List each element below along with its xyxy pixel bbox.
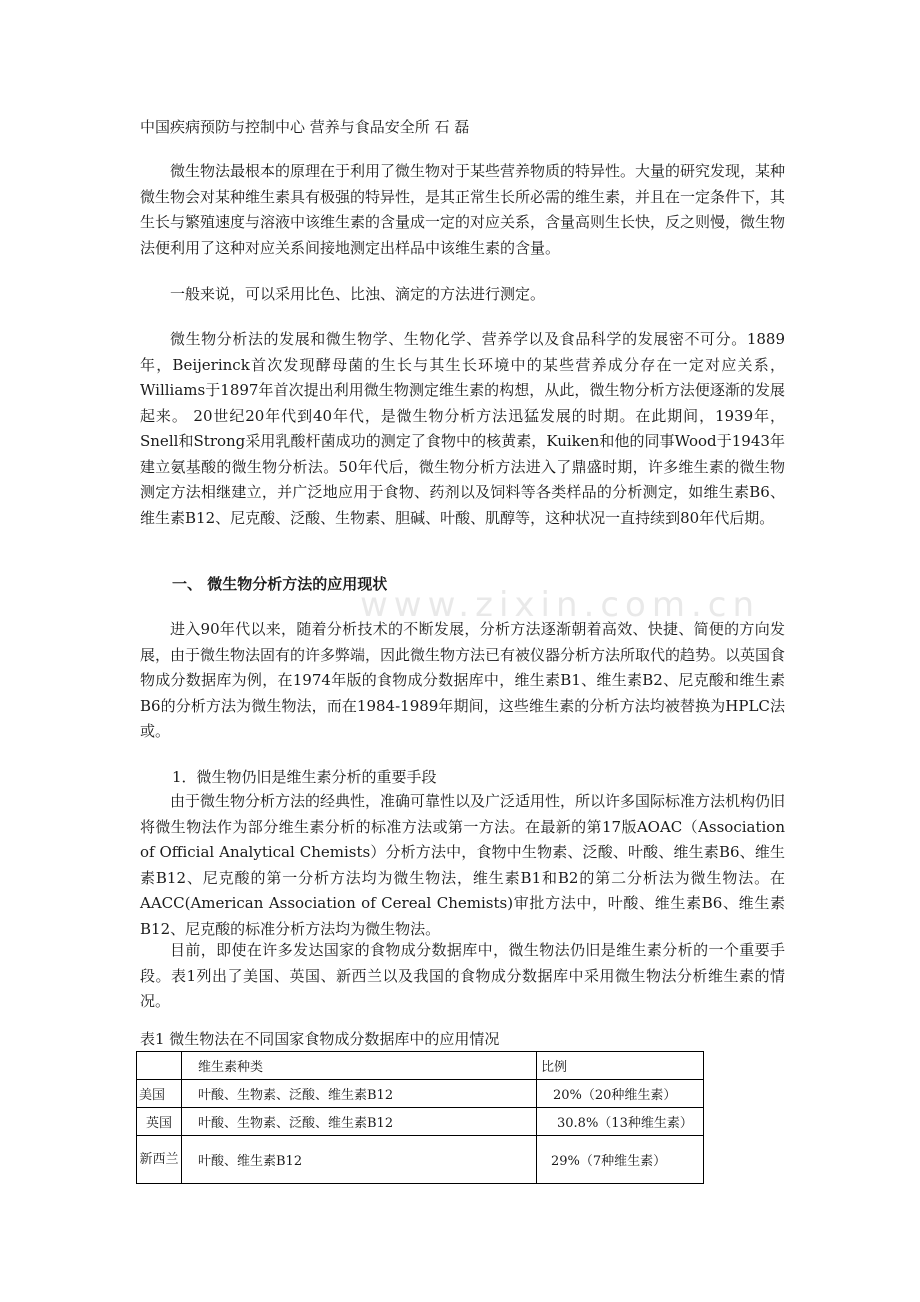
ratio-cell: 29%（7种维生素）: [537, 1136, 704, 1184]
country-cell: 新西兰: [137, 1136, 182, 1184]
paragraph-current-status: 进入90年代以来，随着分析技术的不断发展，分析方法逐渐朝着高效、快捷、简便的方向发展，由于微生物法固有的许多弊端，因此微生物方法已有被仪器分析方法所取代的趋势。以英国食物成分数据库为例，在1974年版的食物成分数据库中，维生素B1、维生素B2、尼克酸和维生素B6的分析方法为微生物法，而在1984-1989年期间，这些维生素的分析方法均被替换为HPLC法或。: [140, 620, 786, 740]
header-cell: [137, 1052, 182, 1080]
paragraph-history: 微生物分析法的发展和微生物学、生物化学、营养学以及食品科学的发展密不可分。1889年，Beijerinck首次发现酵母菌的生长与其生长环境中的某些营养成分存在一定对应关系，Williams于1897年首次提出利用微生物测定维生素的构想，从此，微生物分析方法便逐渐的发展起来。 20世纪20年代到40年代，是微生物分析方法迅猛发展的时期。在此期间，1939年，Snell和Strong采用乳酸杆菌成功的测定了食物中的核黄素，Kuiken和他的同事Wood于1943年建立氨基酸的微生物分析法。50年代后，微生物分析方法进入了鼎盛时期，许多维生素的微生物测定方法相继建立，并广泛地应用于食物、药剂以及饲料等各类样品的分析测定，如维生素B6、维生素B12、尼克酸、泛酸、生物素、胆碱、叶酸、肌醇等，这种状况一直持续到80年代后期。: [140, 330, 785, 527]
ratio-cell: 30.8%（13种维生素）: [537, 1108, 704, 1136]
paragraph-standards: 由于微生物分析方法的经典性，准确可靠性以及广泛适用性，所以许多国际标准方法机构仍旧将微生物法作为部分维生素分析的标准方法或第一方法。在最新的第17版AOAC（Association of Official Analytical Chemists）分析方法中，食物中生物素、泛酸、叶酸、维生素B6、维生素B12、尼克酸的第一分析方法均为微生物法，维生素B1和B2的第二分析法为微生物法。在AACC(American Association of Cereal Chemists)审批方法中，叶酸、维生素B6、维生素B12、尼克酸的标准分析方法均为微生物法。: [140, 792, 786, 938]
table-row: [137, 1080, 704, 1108]
country-cell: 美国: [137, 1080, 182, 1108]
header-cell: 维生素种类: [182, 1052, 537, 1080]
paragraph-methods: 一般来说，可以采用比色、比浊、滴定的方法进行测定。: [170, 285, 546, 303]
data-table: [136, 1051, 704, 1184]
vitamins-cell: 叶酸、维生素B12: [182, 1136, 537, 1184]
country-cell: 英国: [137, 1108, 182, 1136]
table-header-row: [137, 1052, 704, 1080]
ratio-cell: 20%（20种维生素）: [537, 1080, 704, 1108]
header-cell: 比例: [537, 1052, 704, 1080]
watermark: www.zixin.com.cn: [360, 585, 760, 625]
vitamins-cell: 叶酸、生物素、泛酸、维生素B12: [182, 1108, 537, 1136]
table-row: [137, 1108, 704, 1136]
author-line: 中国疾病预防与控制中心 营养与食品安全所 石 磊: [140, 118, 470, 136]
subsection-heading: 1．微生物仍旧是维生素分析的重要手段: [172, 768, 437, 786]
section-heading: 一、 微生物分析方法的应用现状: [172, 575, 388, 593]
paragraph-principle: 微生物法最根本的原理在于利用了微生物对于某些营养物质的特异性。大量的研究发现，某种微生物会对某种维生素具有极强的特异性，是其正常生长所必需的维生素，并且在一定条件下，其生长与繁殖速度与溶液中该维生素的含量成一定的对应关系，含量高则生长快，反之则慢，微生物法便利用了这种对应关系间接地测定出样品中该维生素的含量。: [140, 162, 786, 257]
paragraph-databases: 目前，即使在许多发达国家的食物成分数据库中，微生物法仍旧是维生素分析的一个重要手段。表1列出了美国、英国、新西兰以及我国的食物成分数据库中采用微生物法分析维生素的情况。: [140, 941, 785, 1010]
table-row: [137, 1136, 704, 1184]
vitamins-cell: 叶酸、生物素、泛酸、维生素B12: [182, 1080, 537, 1108]
table-caption: 表1 微生物法在不同国家食物成分数据库中的应用情况: [140, 1030, 500, 1048]
